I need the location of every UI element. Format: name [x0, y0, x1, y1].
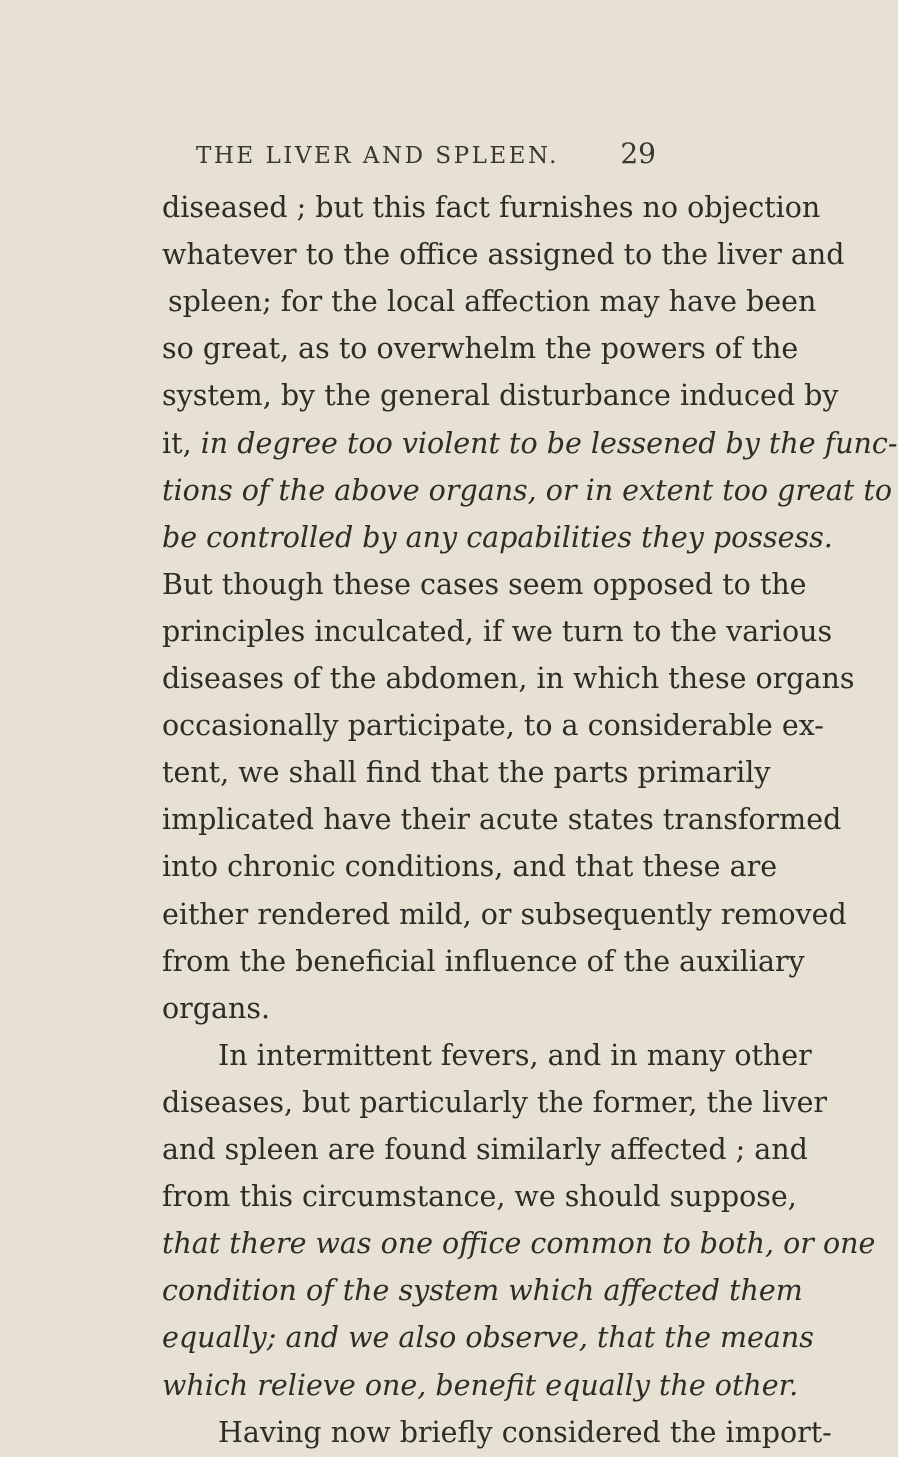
text-line [162, 655, 855, 703]
running-title: THE LIVER AND SPLEEN. [196, 143, 559, 169]
roman-text: into chronic conditions, and that these are [162, 850, 778, 884]
roman-text: implicated have their acute states transformed [162, 803, 842, 837]
roman-text: organs. [162, 991, 271, 1025]
text-line [218, 1409, 832, 1457]
roman-text: either rendered mild, or subsequently removed [162, 897, 847, 931]
text-line [162, 372, 839, 420]
text-line [162, 325, 799, 373]
text-line [162, 749, 771, 797]
roman-text: spleen; for the local affection may have been [168, 285, 817, 319]
italic-text: tions of the above organs, or in extent too great to [162, 473, 892, 507]
roman-text: tent, we shall find that the parts primarily [162, 756, 771, 790]
text-line [162, 702, 824, 750]
text-line [162, 514, 833, 562]
text-line [168, 278, 817, 326]
text-line [162, 231, 845, 279]
text-line [162, 1126, 808, 1174]
roman-text: diseases, but particularly the former, the liver [162, 1085, 828, 1119]
italic-text: which relieve one, benefit equally the other. [162, 1368, 799, 1402]
text-line [162, 843, 778, 891]
text-line [162, 1267, 803, 1315]
roman-text: so great, as to overwhelm the powers of the [162, 332, 799, 366]
roman-text: occasionally participate, to a considerable ex- [162, 709, 824, 743]
italic-text: condition of the system which affected them [162, 1274, 803, 1308]
text-line [162, 1173, 797, 1221]
roman-text: from the beneficial influence of the auxiliary [162, 944, 805, 978]
roman-text: Having now briefly considered the import- [218, 1415, 832, 1449]
roman-text: principles inculcated, if we turn to the various [162, 614, 833, 648]
italic-text: equally; and we also observe, that the means [162, 1321, 814, 1355]
text-line [162, 608, 833, 656]
roman-text: In intermittent fevers, and in many other [218, 1038, 812, 1072]
page-number: 29 [620, 137, 656, 170]
text-line [162, 420, 898, 468]
text-line [162, 467, 892, 515]
roman-text: system, by the general disturbance induced by [162, 379, 839, 413]
roman-text: and spleen are found similarly affected ; and [162, 1133, 808, 1166]
text-line [162, 891, 847, 939]
text-line [162, 1314, 814, 1362]
text-line [162, 1362, 799, 1410]
italic-text: be controlled by any capabilities they possess. [162, 520, 833, 554]
roman-text: diseased ; but this fact furnishes no objection [162, 191, 821, 224]
text-line [162, 1220, 876, 1268]
running-head [196, 137, 656, 177]
roman-text: But though these cases seem opposed to the [162, 567, 807, 601]
roman-text: diseases of the abdomen, in which these organs [162, 662, 855, 695]
text-line [162, 561, 807, 609]
text-line [218, 1032, 812, 1080]
italic-text: that there was one office common to both, or one [162, 1227, 876, 1261]
italic-text: in degree too violent to be lessened by the func- [200, 426, 898, 460]
roman-text: from this circumstance, we should suppose, [162, 1180, 797, 1214]
text-line [162, 796, 842, 844]
text-line [162, 938, 805, 986]
text-line [162, 184, 821, 232]
roman-text: whatever to the office assigned to the liver and [162, 238, 845, 272]
text-line [162, 1079, 828, 1127]
text-line [162, 985, 644, 1033]
roman-text: it, [162, 426, 201, 460]
